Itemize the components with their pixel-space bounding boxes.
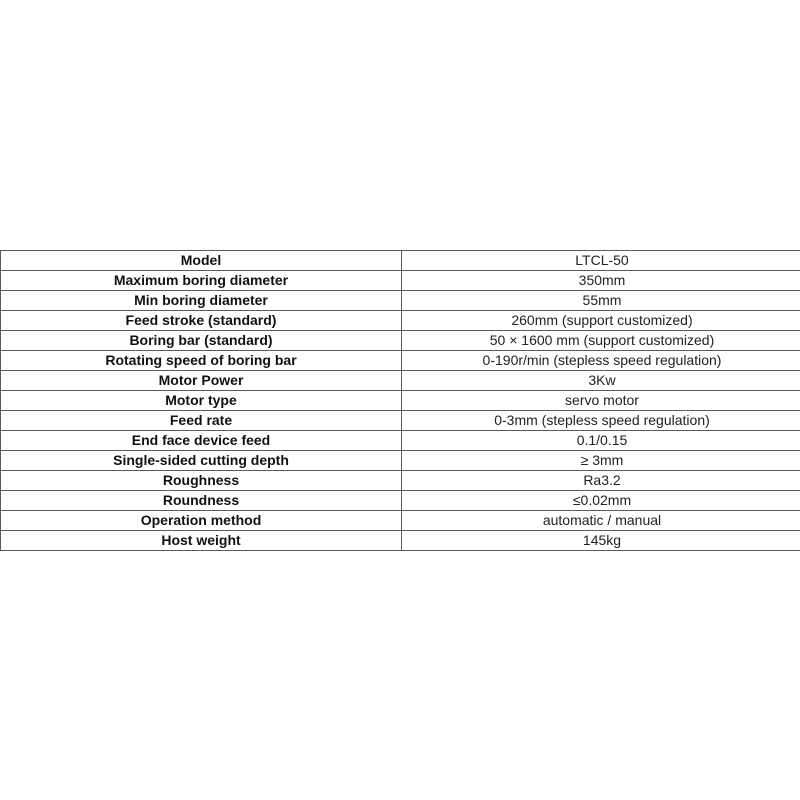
param-value: 0.1/0.15 bbox=[402, 431, 800, 451]
table-row bbox=[1, 391, 800, 411]
table-row bbox=[1, 471, 800, 491]
param-label: Roughness bbox=[1, 471, 402, 491]
param-label: Motor Power bbox=[1, 371, 402, 391]
table-row bbox=[1, 331, 800, 351]
param-value: automatic / manual bbox=[402, 511, 800, 531]
param-value: 145kg bbox=[402, 531, 800, 551]
param-value: 260mm (support customized) bbox=[402, 311, 800, 331]
param-value: 350mm bbox=[402, 271, 800, 291]
param-label: Model bbox=[1, 251, 402, 271]
table-row bbox=[1, 311, 800, 331]
table-row bbox=[1, 531, 800, 551]
param-label: Boring bar (standard) bbox=[1, 331, 402, 351]
param-value: Ra3.2 bbox=[402, 471, 800, 491]
param-value: 0-190r/min (stepless speed regulation) bbox=[402, 351, 800, 371]
param-label: Maximum boring diameter bbox=[1, 271, 402, 291]
param-value: servo motor bbox=[402, 391, 800, 411]
table-row bbox=[1, 491, 800, 511]
param-label: Host weight bbox=[1, 531, 402, 551]
param-value: 3Kw bbox=[402, 371, 800, 391]
spec-table bbox=[0, 250, 800, 551]
param-label: Rotating speed of boring bar bbox=[1, 351, 402, 371]
table-row bbox=[1, 291, 800, 311]
table-row bbox=[1, 371, 800, 391]
param-label: Single-sided cutting depth bbox=[1, 451, 402, 471]
table-row bbox=[1, 411, 800, 431]
table-row bbox=[1, 511, 800, 531]
table-row bbox=[1, 251, 800, 271]
param-value: 0-3mm (stepless speed regulation) bbox=[402, 411, 800, 431]
param-value: ≤0.02mm bbox=[402, 491, 800, 511]
param-label: Min boring diameter bbox=[1, 291, 402, 311]
param-label: Motor type bbox=[1, 391, 402, 411]
param-value: ≥ 3mm bbox=[402, 451, 800, 471]
param-value: 50 × 1600 mm (support customized) bbox=[402, 331, 800, 351]
table-row bbox=[1, 451, 800, 471]
param-label: Roundness bbox=[1, 491, 402, 511]
param-label: End face device feed bbox=[1, 431, 402, 451]
param-label: Operation method bbox=[1, 511, 402, 531]
param-label: Feed stroke (standard) bbox=[1, 311, 402, 331]
param-value: 55mm bbox=[402, 291, 800, 311]
table-row bbox=[1, 351, 800, 371]
table-row bbox=[1, 431, 800, 451]
param-value: LTCL-50 bbox=[402, 251, 800, 271]
param-label: Feed rate bbox=[1, 411, 402, 431]
table-row bbox=[1, 271, 800, 291]
